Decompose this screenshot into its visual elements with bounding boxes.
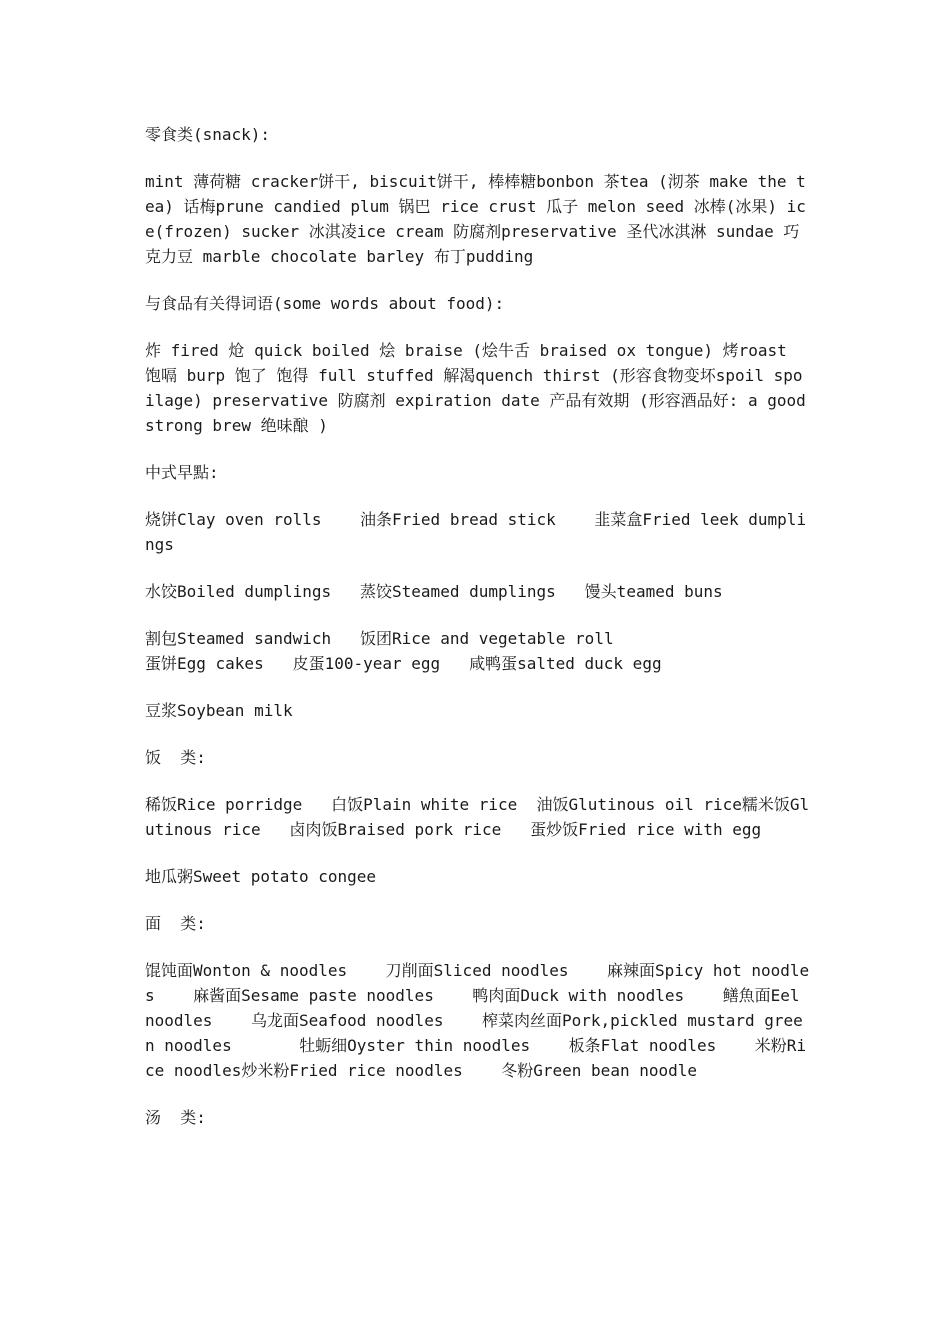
- breakfast-line-1: 烧饼Clay oven rolls 油条Fried bread stick 韭菜盒Fried leek dumplings: [145, 510, 807, 554]
- rice-line-2: 地瓜粥Sweet potato congee: [145, 867, 377, 886]
- snack-heading: 零食类(snack):: [145, 125, 271, 144]
- breakfast-line-2: 水饺Boiled dumplings 蒸饺Steamed dumplings 馒头teamed buns: [145, 582, 723, 601]
- food-words-paragraph: 炸 fired 炝 quick boiled 烩 braise (烩牛舌 braised ox tongue) 烤roast 饱嗝 burp 饱了 饱得 full stuffed 解渴quench thirst (形容食物变坏spoil spoilage) preservative 防腐剂 expiration date 产品有效期 (形容酒品好: a good strong brew 绝味酿 ): [145, 341, 816, 435]
- document-page: [145, 122, 816, 1152]
- breakfast-heading: 中式早點:: [145, 463, 219, 482]
- food-words-heading: 与食品有关得词语(some words about food):: [145, 294, 505, 313]
- breakfast-line-3: 割包Steamed sandwich 饭团Rice and vegetable roll: [145, 629, 614, 648]
- rice-heading: 饭 类:: [145, 748, 206, 767]
- breakfast-line-4: 蛋饼Egg cakes 皮蛋100-year egg 咸鸭蛋salted duck egg: [145, 654, 662, 673]
- noodle-paragraph: 馄饨面Wonton & noodles 刀削面Sliced noodles 麻辣面Spicy hot noodles 麻酱面Sesame paste noodles 鸭肉面Duck with noodles 鳝魚面Eel noodles 乌龙面Seafood noodles 榨菜肉丝面Pork,pickled mustard green noodles 牡蛎细Oyster thin noodles 板条Flat noodles 米粉Rice noodles炒米粉Fried rice noodles 冬粉Green bean noodle: [145, 961, 810, 1080]
- rice-paragraph: 稀饭Rice porridge 白饭Plain white rice 油饭Glutinous oil rice糯米饭Glutinous rice 卤肉饭Braised pork rice 蛋炒饭Fried rice with egg: [145, 795, 810, 839]
- snack-paragraph: mint 薄荷糖 cracker饼干, biscuit饼干, 棒棒糖bonbon 茶tea (沏茶 make the tea) 话梅prune candied plum 锅巴 rice crust 瓜子 melon seed 冰棒(冰果) ice(frozen) sucker 冰淇凌ice cream 防腐剂preservative 圣代冰淇淋 sundae 巧克力豆 marble chocolate barley 布丁pudding: [145, 172, 806, 266]
- noodle-heading: 面 类:: [145, 914, 206, 933]
- soup-heading: 汤 类:: [145, 1108, 206, 1127]
- breakfast-line-5: 豆浆Soybean milk: [145, 701, 293, 720]
